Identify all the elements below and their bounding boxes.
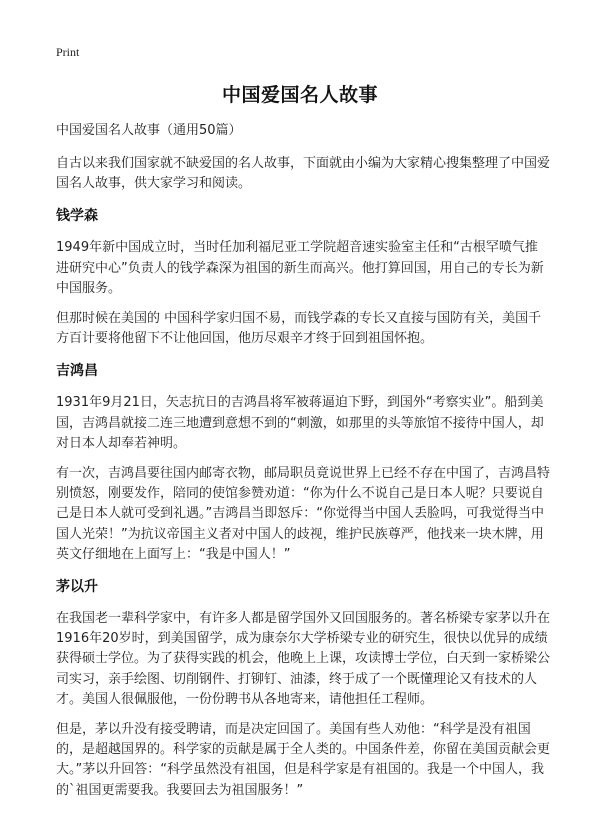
section-paragraph: 1949年新中国成立时，当时任加利福尼亚工学院超音速实验室主任和“古根罕喷气推进研究中心”负责人的钱学森深为祖国的新生而高兴。他打算回国，用自己的专长为新中国服务。: [56, 240, 544, 296]
section-heading: 钱学森: [56, 208, 98, 225]
article-subtitle: 中国爱国名人故事（通用50篇）: [56, 123, 242, 138]
intro-paragraph: 自古以来我们国家就不缺爱国的名人故事，下面就由小编为大家精心搜集整理了中国爱国名人故事，供大家学习和阅读。: [56, 156, 551, 192]
section-paragraph: 在我国老一辈科学家中，有许多人都是留学国外又回国服务的。著名桥梁专家茅以升在1916年20岁时，到美国留学，成为康奈尔大学桥梁专业的研究生，很快以优异的成绩获得硕士学位。为了获得实践的机会，他晚上上课，攻读博士学位，白天到一家桥梁公司实习，亲手绘图、切削钢件、打铆钉、油漆，终于成了一个既懂理论又有技术的人才。美国人很佩服他，一份份聘书从各地寄来，请他担任工程师。: [56, 611, 551, 707]
section-paragraph: 1931年9月21日，矢志抗日的吉鸿昌将军被蒋逼迫下野，到国外“考察实业”。船到美国，吉鸿昌就接二连三地遭到意想不到的“刺激，如那里的头等旅馆不接待中国人，却对日本人却奉若神明。: [56, 395, 544, 451]
section-paragraph: 但那时候在美国的 中国科学家归国不易，而钱学森的专长又直接与国防有关，美国千方百计要将他留下不让他回国，他历尽艰辛才终于回到祖国怀抱。: [56, 311, 542, 347]
section-heading: 吉鸿昌: [56, 363, 98, 380]
section-paragraph: 但是，茅以升没有接受聘请，而是决定回国了。美国有些人劝他：“科学是没有祖国的，是超越国界的。科学家的贡献是属于全人类的。中国条件差，你留在美国贡献会更大。”茅以升回答：“科学虽然没有祖国，但是科学家是有祖国的。我是一个中国人，我的`祖国更需要我。我要回去为祖国服务！”: [56, 722, 551, 798]
section-heading: 茅以升: [56, 579, 98, 596]
document-title: 中国爱国名人故事: [221, 84, 378, 106]
article-body: [56, 121, 550, 811]
section-mao-yisheng: [56, 577, 550, 801]
section-ji-hongchang: [56, 361, 550, 565]
section-paragraph: 有一次，吉鸿昌要往国内邮寄衣物，邮局职员竟说世界上已经不存在中国了，吉鸿昌特别愤怒，刚要发作，陪同的使馆参赞劝道：“你为什么不说自己是日本人呢？只要说自己是日本人就可受到礼遇。”吉鸿昌当即怒斥：“你觉得当中国人丢脸吗，可我觉得当中国人光荣！”为抗议帝国主义者对中国人的歧视，维护民族尊严，他找来一块木牌，用英文仔细地在上面写上：“我是中国人！”: [56, 466, 551, 562]
print-link[interactable]: Print: [56, 45, 80, 59]
section-qian-xuesen: [56, 206, 550, 349]
